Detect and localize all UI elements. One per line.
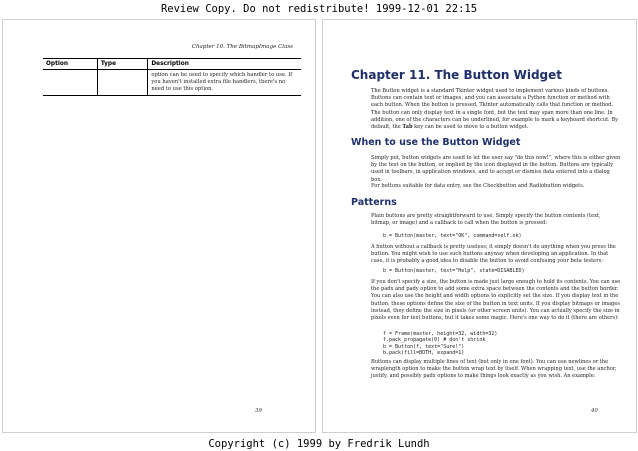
- right-page: [322, 19, 637, 433]
- copyright-banner: Copyright (c) 1999 by Fredrik Lundh: [208, 438, 430, 450]
- left-page: [2, 19, 316, 433]
- table-cell-description: option can be used to specify which handler to use. If you haven't installed extra file handlers, there's no need to use this option.: [148, 70, 301, 96]
- code-block-3: f = Frame(master, height=32, width=32) f.pack_propagate(0) # don't shrink b = Button(f, text="Sure!") b.pack(fill=BOTH, expand=1): [383, 331, 498, 356]
- patterns-paragraph-3: If you don't specify a size, the button is made just large enough to hold its contents. You can use the padx and pady option to add some extra space between the contents and the button border. You can also use the height and width options to explicitly set the size. If you display text in the button, these options define the size of the button in text units. If you display bitmaps or images instead, they define the size in pixels (or other screen units). You can actually specify the size in pixels even for text buttons, but it takes some magic. Here's one way to do it (there are others):: [371, 279, 621, 322]
- intro-paragraph-2: [371, 110, 621, 132]
- when-paragraph-2: For buttons suitable for data entry, see the Checkbutton and Radiobutton widgets.: [371, 183, 585, 189]
- column-header-type: Type: [97, 59, 147, 70]
- intro-text-b: key can be used to move to a button widget.: [412, 124, 529, 131]
- intro-text-a: The button can only display text in a single font, but the text may span more than one line. In addition, one of the characters can be underlined, for example to mark a keyboard shortcut. By default, the: [371, 110, 619, 131]
- code-block-1: b = Button(master, text="OK", command=self.ok): [383, 233, 522, 239]
- patterns-paragraph-2: A button without a callback is pretty useless; it simply doesn't do anything when you press the button. You might wish to use such buttons anyway when developing an application. In that case, it is probably a good idea to disable the button to avoid confusing your beta testers:: [371, 244, 616, 265]
- section-heading-patterns: Patterns: [351, 197, 397, 208]
- table-cell-option: [43, 70, 97, 96]
- column-header-option: Option: [43, 59, 97, 70]
- running-header: Chapter 10. The BitmapImage Class: [191, 44, 293, 50]
- options-table: [43, 58, 301, 96]
- section-heading-when: When to use the Button Widget: [351, 137, 521, 148]
- column-header-description: Description: [148, 59, 301, 70]
- page-number: 40: [591, 408, 598, 414]
- table-cell-type: [97, 70, 147, 96]
- chapter-title: Chapter 11. The Button Widget: [351, 68, 563, 82]
- table-header-row: [43, 59, 301, 70]
- code-block-2: b = Button(master, text="Help", state=DISABLED): [383, 268, 525, 274]
- page-number: 39: [255, 408, 262, 414]
- patterns-paragraph-4: Buttons can display multiple lines of text (but only in one font). You can use newlines or the wraplength option to make the button wrap text by itself. When wrapping text, use the anchor, justify, and possibly padx options to make things look exactly as you wish. An example:: [371, 359, 617, 380]
- intro-paragraph-1: The Button widget is a standard Tkinter widget used to implement various kinds of buttons. Buttons can contain text or images, and you can associate a Python function or method with each button. When the button is pressed, Tkinter automatically calls that function or method.: [371, 88, 614, 109]
- patterns-paragraph-1: Plain buttons are pretty straightforward to use. Simply specify the button contents (text, bitmap, or image) and a callback to call when the button is pressed:: [371, 213, 601, 227]
- review-copy-banner: Review Copy. Do not redistribute! 1999-12-01 22:15: [160, 3, 478, 15]
- when-paragraph-1: Simply put, button widgets are used to let the user say "do this now!", where this is either given by the text on the button, or implied by the icon displayed in the button. Buttons are typically used in toolbars, in application windows, and to accept or dismiss data entered into a dialog box.: [371, 155, 621, 183]
- tab-key-text: Tab: [402, 124, 413, 131]
- table-row: [43, 70, 301, 96]
